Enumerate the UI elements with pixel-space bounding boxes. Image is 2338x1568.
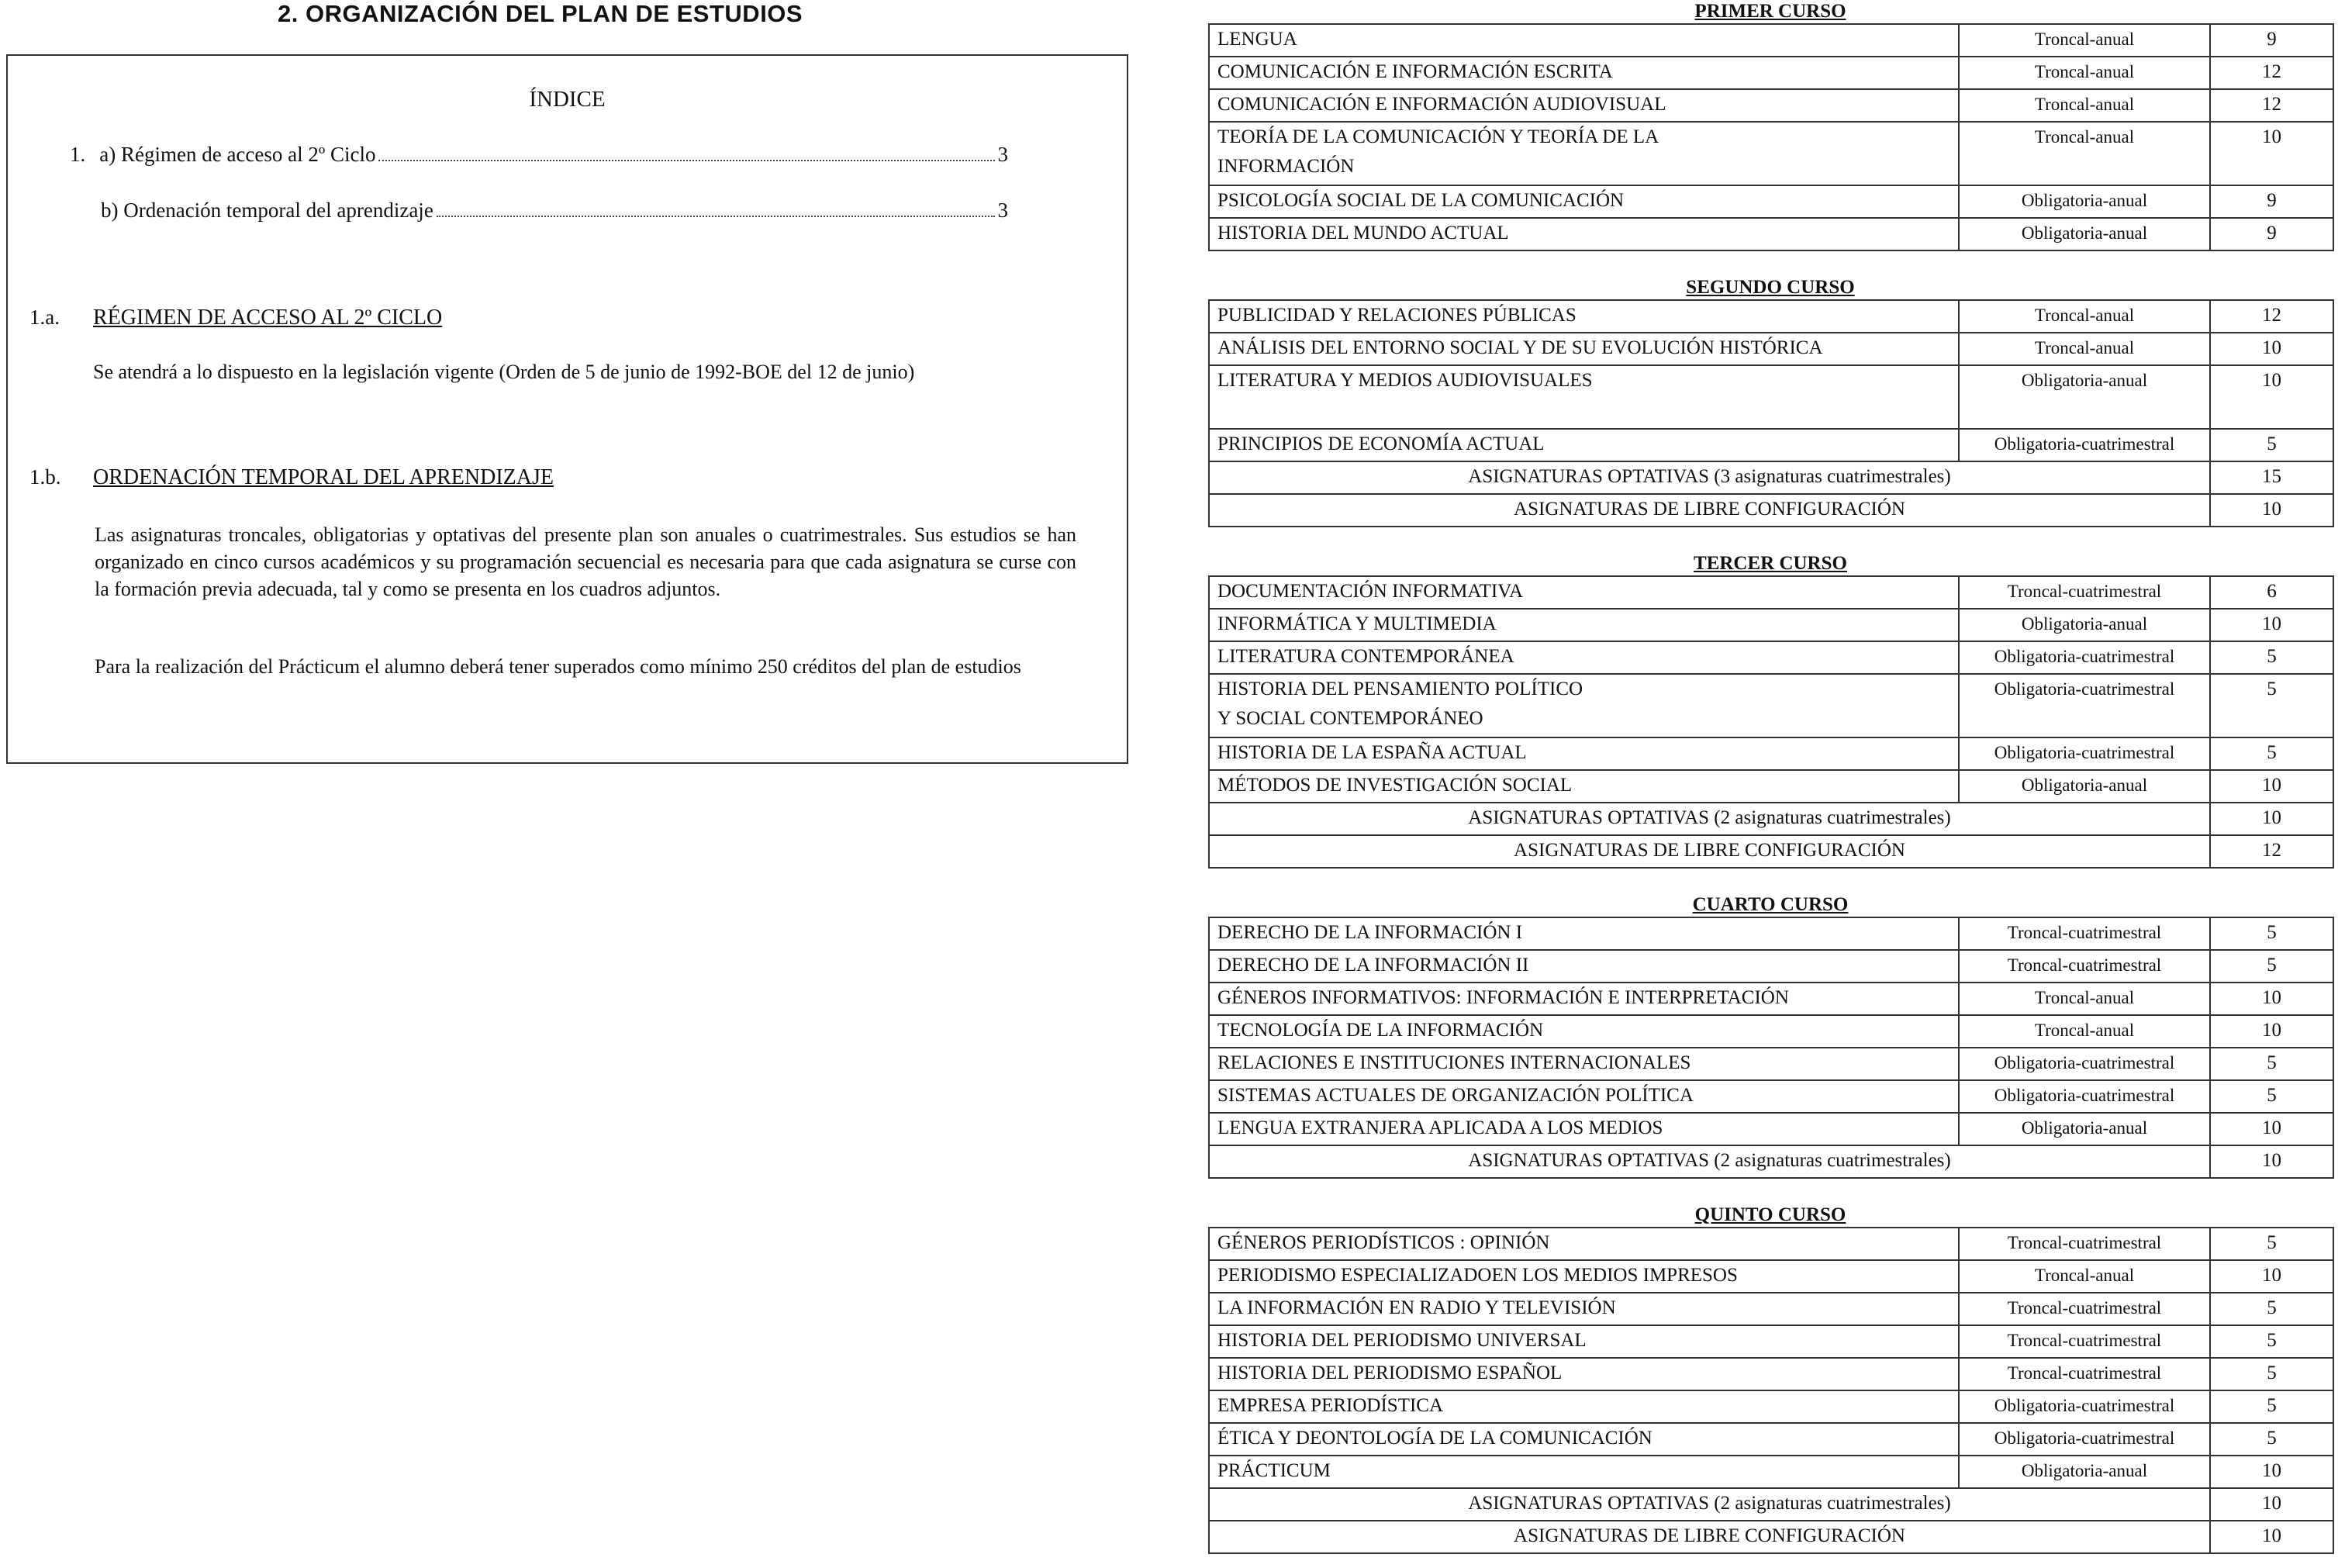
type-cell: Troncal-cuatrimestral	[1959, 1325, 2210, 1358]
type-cell: Troncal-cuatrimestral	[1959, 576, 2210, 609]
table-row	[1209, 1423, 2333, 1456]
table-row	[1209, 1113, 2333, 1145]
subject-cell: ÉTICA Y DEONTOLOGÍA DE LA COMUNICACIÓN	[1209, 1423, 1959, 1456]
index-entry-number: 1.	[70, 143, 86, 166]
index-entry-label: a) Régimen de acceso al 2º Ciclo	[99, 143, 376, 166]
type-cell: Obligatoria-cuatrimestral	[1959, 1048, 2210, 1080]
subject-cell: HISTORIA DEL MUNDO ACTUAL	[1209, 218, 1959, 250]
credits-cell: 5	[2210, 1048, 2333, 1080]
table-row	[1209, 983, 2333, 1015]
type-cell: Troncal-anual	[1959, 333, 2210, 365]
subject-cell: DOCUMENTACIÓN INFORMATIVA	[1209, 576, 1959, 609]
course-table-segundo	[1208, 299, 2334, 527]
credits-cell: 12	[2210, 57, 2333, 89]
subject-cell: PRINCIPIOS DE ECONOMÍA ACTUAL	[1209, 429, 1959, 461]
subject-cell: TECNOLOGÍA DE LA INFORMACIÓN	[1209, 1015, 1959, 1048]
course-table-primer	[1208, 23, 2334, 251]
section-heading-1a: RÉGIMEN DE ACCESO AL 2º CICLO	[93, 306, 443, 330]
type-cell: Troncal-anual	[1959, 24, 2210, 57]
type-cell: Troncal-anual	[1959, 300, 2210, 333]
table-row	[1209, 1488, 2333, 1521]
free-config-label: ASIGNATURAS DE LIBRE CONFIGURACIÓN	[1209, 835, 2210, 868]
subject-cell: HISTORIA DE LA ESPAÑA ACTUAL	[1209, 737, 1959, 770]
course-table-tercer	[1208, 575, 2334, 869]
credits-cell: 10	[2210, 1145, 2333, 1178]
table-row	[1209, 89, 2333, 122]
type-cell: Troncal-cuatrimestral	[1959, 1358, 2210, 1390]
table-row	[1209, 1080, 2333, 1113]
subject-cell: PSICOLOGÍA SOCIAL DE LA COMUNICACIÓN	[1209, 185, 1959, 218]
credits-cell: 5	[2210, 917, 2333, 950]
subject-cell: LENGUA	[1209, 24, 1959, 57]
section-number-1a: 1.a.	[29, 306, 60, 329]
table-row	[1209, 1048, 2333, 1080]
subject-cell: INFORMÁTICA Y MULTIMEDIA	[1209, 609, 1959, 641]
credits-cell: 10	[2210, 1521, 2333, 1553]
credits-cell: 12	[2210, 300, 2333, 333]
type-cell: Obligatoria-cuatrimestral	[1959, 641, 2210, 674]
electives-label: ASIGNATURAS OPTATIVAS (2 asignaturas cuatrimestrales)	[1209, 803, 2210, 835]
credits-cell: 10	[2210, 1260, 2333, 1293]
electives-label: ASIGNATURAS OPTATIVAS (2 asignaturas cuatrimestrales)	[1209, 1488, 2210, 1521]
subject-cell: LITERATURA Y MEDIOS AUDIOVISUALES	[1209, 365, 1959, 429]
index-heading: ÍNDICE	[529, 87, 606, 112]
subject-cell: LITERATURA CONTEMPORÁNEA	[1209, 641, 1959, 674]
index-entry-a[interactable]	[70, 143, 1008, 167]
subject-cell: COMUNICACIÓN E INFORMACIÓN ESCRITA	[1209, 57, 1959, 89]
leader-dots	[378, 160, 994, 161]
table-row	[1209, 185, 2333, 218]
electives-label: ASIGNATURAS OPTATIVAS (2 asignaturas cuatrimestrales)	[1209, 1145, 2210, 1178]
credits-cell: 10	[2210, 770, 2333, 803]
subject-cell: DERECHO DE LA INFORMACIÓN I	[1209, 917, 1959, 950]
credits-cell: 5	[2210, 1293, 2333, 1325]
free-config-label: ASIGNATURAS DE LIBRE CONFIGURACIÓN	[1209, 1521, 2210, 1553]
credits-cell: 5	[2210, 1423, 2333, 1456]
index-entry-b[interactable]	[101, 199, 1008, 223]
credits-cell: 5	[2210, 1325, 2333, 1358]
index-entry-page: 3	[997, 199, 1008, 222]
credits-cell: 5	[2210, 674, 2333, 737]
credits-cell: 10	[2210, 365, 2333, 429]
type-cell: Troncal-anual	[1959, 1015, 2210, 1048]
type-cell: Obligatoria-anual	[1959, 365, 2210, 429]
index-entry-page: 3	[997, 143, 1008, 166]
table-row	[1209, 835, 2333, 868]
credits-cell: 5	[2210, 429, 2333, 461]
electives-label: ASIGNATURAS OPTATIVAS (3 asignaturas cuatrimestrales)	[1209, 461, 2210, 494]
credits-cell: 5	[2210, 1390, 2333, 1423]
table-row	[1209, 1260, 2333, 1293]
table-row	[1209, 737, 2333, 770]
type-cell: Troncal-anual	[1959, 89, 2210, 122]
table-row	[1209, 429, 2333, 461]
table-row	[1209, 57, 2333, 89]
subject-cell: RELACIONES E INSTITUCIONES INTERNACIONALES	[1209, 1048, 1959, 1080]
table-row	[1209, 674, 2333, 737]
course-title-primer: PRIMER CURSO	[1694, 1, 1846, 22]
table-row	[1209, 950, 2333, 983]
table-row	[1209, 333, 2333, 365]
type-cell: Obligatoria-anual	[1959, 185, 2210, 218]
type-cell: Obligatoria-anual	[1959, 218, 2210, 250]
section-heading-1b: ORDENACIÓN TEMPORAL DEL APRENDIZAJE	[93, 465, 554, 489]
table-row	[1209, 24, 2333, 57]
subject-cell: LENGUA EXTRANJERA APLICADA A LOS MEDIOS	[1209, 1113, 1959, 1145]
credits-cell: 10	[2210, 122, 2333, 185]
credits-cell: 10	[2210, 494, 2333, 527]
type-cell: Obligatoria-cuatrimestral	[1959, 1390, 2210, 1423]
subject-cell: SISTEMAS ACTUALES DE ORGANIZACIÓN POLÍTICA	[1209, 1080, 1959, 1113]
credits-cell: 9	[2210, 185, 2333, 218]
credits-cell: 15	[2210, 461, 2333, 494]
type-cell: Troncal-cuatrimestral	[1959, 917, 2210, 950]
section-number-1b: 1.b.	[29, 465, 61, 489]
subject-cell: HISTORIA DEL PERIODISMO ESPAÑOL	[1209, 1358, 1959, 1390]
table-row	[1209, 1015, 2333, 1048]
subject-cell: PRÁCTICUM	[1209, 1456, 1959, 1488]
subject-cell: EMPRESA PERIODÍSTICA	[1209, 1390, 1959, 1423]
course-title-segundo: SEGUNDO CURSO	[1686, 277, 1855, 298]
section-title: 2. ORGANIZACIÓN DEL PLAN DE ESTUDIOS	[278, 0, 803, 27]
credits-cell: 10	[2210, 609, 2333, 641]
subject-cell: MÉTODOS DE INVESTIGACIÓN SOCIAL	[1209, 770, 1959, 803]
subject-cell: COMUNICACIÓN E INFORMACIÓN AUDIOVISUAL	[1209, 89, 1959, 122]
type-cell: Obligatoria-anual	[1959, 770, 2210, 803]
credits-cell: 6	[2210, 576, 2333, 609]
table-row	[1209, 365, 2333, 429]
course-title-tercer: TERCER CURSO	[1694, 553, 1847, 574]
course-title-cuarto: CUARTO CURSO	[1692, 894, 1849, 915]
table-row	[1209, 1145, 2333, 1178]
table-row	[1209, 576, 2333, 609]
leader-dots	[437, 216, 995, 217]
credits-cell: 5	[2210, 641, 2333, 674]
subject-cell: ANÁLISIS DEL ENTORNO SOCIAL Y DE SU EVOLUCIÓN HISTÓRICA	[1209, 333, 1959, 365]
table-row	[1209, 1325, 2333, 1358]
type-cell: Troncal-anual	[1959, 122, 2210, 185]
type-cell: Obligatoria-cuatrimestral	[1959, 429, 2210, 461]
subject-cell: LA INFORMACIÓN EN RADIO Y TELEVISIÓN	[1209, 1293, 1959, 1325]
type-cell: Obligatoria-anual	[1959, 1113, 2210, 1145]
table-row	[1209, 1521, 2333, 1553]
subject-cell: GÉNEROS PERIODÍSTICOS : OPINIÓN	[1209, 1228, 1959, 1260]
table-row	[1209, 917, 2333, 950]
table-row	[1209, 1456, 2333, 1488]
credits-cell: 10	[2210, 1015, 2333, 1048]
credits-cell: 10	[2210, 1488, 2333, 1521]
subject-cell: HISTORIA DEL PERIODISMO UNIVERSAL	[1209, 1325, 1959, 1358]
subject-cell: GÉNEROS INFORMATIVOS: INFORMACIÓN E INTERPRETACIÓN	[1209, 983, 1959, 1015]
credits-cell: 5	[2210, 1228, 2333, 1260]
type-cell: Troncal-anual	[1959, 983, 2210, 1015]
table-row	[1209, 461, 2333, 494]
type-cell: Obligatoria-cuatrimestral	[1959, 737, 2210, 770]
credits-cell: 5	[2210, 1358, 2333, 1390]
type-cell: Obligatoria-cuatrimestral	[1959, 1080, 2210, 1113]
table-row	[1209, 1358, 2333, 1390]
subject-cell: PERIODISMO ESPECIALIZADOEN LOS MEDIOS IMPRESOS	[1209, 1260, 1959, 1293]
type-cell: Troncal-anual	[1959, 1260, 2210, 1293]
section-1b-paragraph-1: Las asignaturas troncales, obligatorias y optativas del presente plan son anuales o cuatrimestrales. Sus estudios se han organizado en cinco cursos académicos y su programación secuencial es necesaria para que cada asignatura se curse con la formación previa adecuada, tal y como se presenta en los cuadros adjuntos.	[95, 523, 1076, 600]
credits-cell: 10	[2210, 803, 2333, 835]
subject-cell: TEORÍA DE LA COMUNICACIÓN Y TEORÍA DE LA INFORMACIÓN	[1209, 122, 1959, 185]
credits-cell: 10	[2210, 1113, 2333, 1145]
index-box	[6, 54, 1128, 764]
credits-cell: 12	[2210, 835, 2333, 868]
credits-cell: 9	[2210, 218, 2333, 250]
table-row	[1209, 300, 2333, 333]
type-cell: Obligatoria-anual	[1959, 609, 2210, 641]
section-1a-paragraph: Se atendrá a lo dispuesto en la legislación vigente (Orden de 5 de junio de 1992-BOE del 12 de junio)	[93, 361, 915, 383]
credits-cell: 12	[2210, 89, 2333, 122]
course-tables	[1208, 0, 2333, 1554]
table-row	[1209, 122, 2333, 185]
table-row	[1209, 218, 2333, 250]
table-row	[1209, 609, 2333, 641]
table-row	[1209, 641, 2333, 674]
type-cell: Obligatoria-anual	[1959, 1456, 2210, 1488]
course-table-cuarto	[1208, 917, 2334, 1179]
subject-cell: DERECHO DE LA INFORMACIÓN II	[1209, 950, 1959, 983]
type-cell: Troncal-cuatrimestral	[1959, 950, 2210, 983]
type-cell: Obligatoria-cuatrimestral	[1959, 1423, 2210, 1456]
type-cell: Troncal-cuatrimestral	[1959, 1293, 2210, 1325]
table-row	[1209, 1293, 2333, 1325]
credits-cell: 10	[2210, 983, 2333, 1015]
credits-cell: 10	[2210, 333, 2333, 365]
table-row	[1209, 494, 2333, 527]
course-table-quinto	[1208, 1227, 2334, 1554]
credits-cell: 5	[2210, 950, 2333, 983]
credits-cell: 9	[2210, 24, 2333, 57]
table-row	[1209, 770, 2333, 803]
type-cell: Troncal-anual	[1959, 57, 2210, 89]
subject-cell: HISTORIA DEL PENSAMIENTO POLÍTICO Y SOCIAL CONTEMPORÁNEO	[1209, 674, 1959, 737]
credits-cell: 5	[2210, 737, 2333, 770]
type-cell: Troncal-cuatrimestral	[1959, 1228, 2210, 1260]
table-row	[1209, 1390, 2333, 1423]
credits-cell: 5	[2210, 1080, 2333, 1113]
course-title-quinto: QUINTO CURSO	[1694, 1204, 1846, 1225]
credits-cell: 10	[2210, 1456, 2333, 1488]
subject-cell: PUBLICIDAD Y RELACIONES PÚBLICAS	[1209, 300, 1959, 333]
table-row	[1209, 803, 2333, 835]
free-config-label: ASIGNATURAS DE LIBRE CONFIGURACIÓN	[1209, 494, 2210, 527]
table-row	[1209, 1228, 2333, 1260]
type-cell: Obligatoria-cuatrimestral	[1959, 674, 2210, 737]
index-entry-label: b) Ordenación temporal del aprendizaje	[101, 199, 433, 222]
section-1b-paragraph-2: Para la realización del Prácticum el alumno deberá tener superados como mínimo 250 créditos del plan de estudios	[95, 655, 1021, 678]
